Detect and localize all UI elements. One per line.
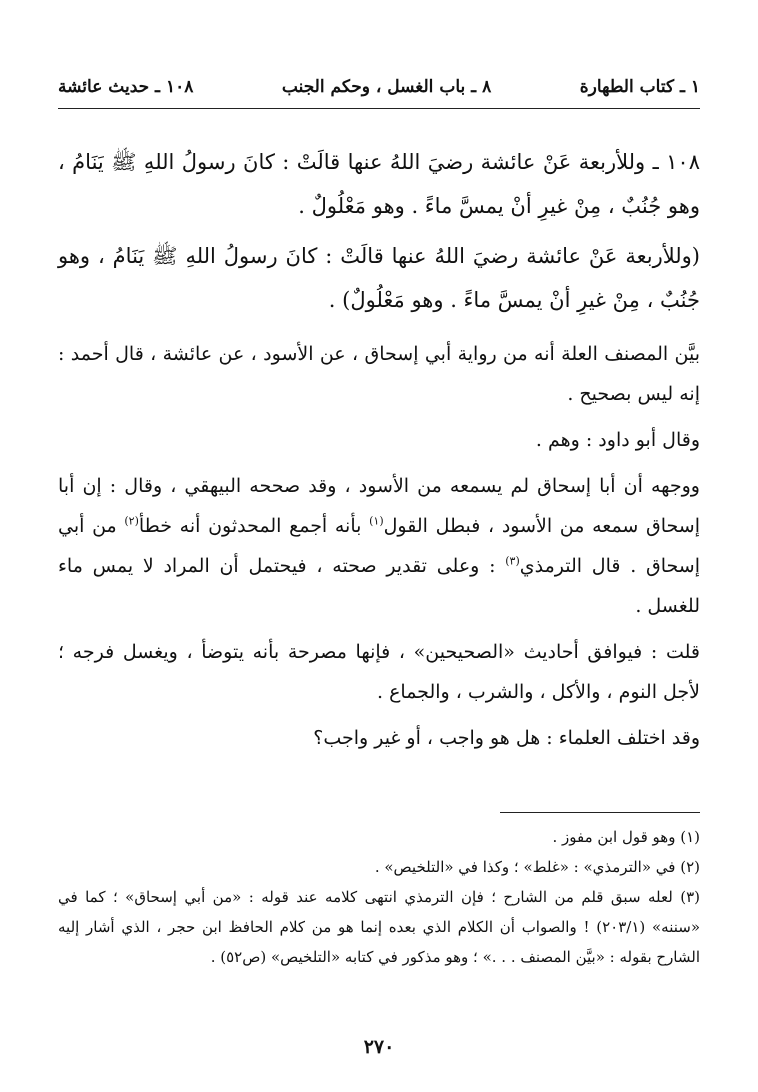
commentary-paragraph-4: قلت : فيوافق أحاديث «الصحيحين» ، فإنها مصرحة بأنه يتوضأ ، ويغسل فرجه ؛ لأجل النوم ، والأكل ، والشرب ، والجماع . <box>58 641 700 703</box>
hadith-text: ١٠٨ ـ وللأربعة عَنْ عائشة رضيَ اللهُ عنها قالَتْ : كانَ رسولُ اللهِ ﷺ يَنَامُ ، وهو جُنُبٌ ، مِنْ غيرِ أنْ يمسَّ ماءً . وهو مَعْلُولٌ . <box>58 150 700 218</box>
header-hadith-title: ١٠٨ ـ حديث عائشة <box>58 77 194 97</box>
footnote-ref-1[interactable]: (١) <box>369 514 384 528</box>
commentary-3-part-c: من أبي إسحاق . قال الترمذي <box>58 515 700 577</box>
footnote-2: (٢) في «الترمذي» : «غلط» ؛ وكذا في «التلخيص» . <box>374 858 700 876</box>
footnote-divider <box>500 812 700 813</box>
commentary-3-part-d: : وعلى تقدير صحته ، فيحتمل أن المراد لا يمس ماء للغسل . <box>58 555 700 617</box>
header-book-title: ١ ـ كتاب الطهارة <box>579 77 700 97</box>
commentary-paragraph-1: بيَّن المصنف العلة أنه من رواية أبي إسحاق ، عن الأسود ، عن عائشة ، قال أحمد : إنه ليس بصحيح . <box>58 343 700 405</box>
footnote-1: (١) وهو قول ابن مفوز . <box>552 828 700 846</box>
commentary-paragraph-5: وقد اختلف العلماء : هل هو واجب ، أو غير واجب؟ <box>313 727 700 749</box>
running-header <box>58 70 700 109</box>
header-chapter-title: ٨ ـ باب الغسل ، وحكم الجنب <box>281 77 492 97</box>
footnote-ref-2[interactable]: (٢) <box>124 514 139 528</box>
commentary-paragraph-3 <box>58 466 700 626</box>
commentary-3-part-b: بأنه أجمع المحدثون أنه خطأ <box>138 515 370 537</box>
hadith-repeat: (وللأربعة عَنْ عائشة رضيَ اللهُ عنها قالَتْ : كانَ رسولُ اللهِ ﷺ يَنَامُ ، وهو جُنُبٌ ، مِنْ غيرِ أنْ يمسَّ ماءً . وهو مَعْلُولٌ) . <box>58 244 700 312</box>
main-text <box>58 140 700 764</box>
commentary-3-part-a: ووجهه أن أبا إسحاق لم يسمعه من الأسود ، وقد صححه البيهقي ، وقال : إن أبا إسحاق سمعه من الأسود ، فبطل القول <box>58 475 701 537</box>
footnote-ref-3[interactable]: (٣) <box>505 554 520 568</box>
footnotes <box>58 822 700 972</box>
page-number: ٢٧٠ <box>363 1036 395 1058</box>
footnote-3: (٣) لعله سبق قلم من الشارح ؛ فإن الترمذي انتهى كلامه عند قوله : «من أبي إسحاق» ؛ كما في «سننه» (٢٠٣/١) ! والصواب أن الكلام الذي بعده إنما هو من كلام الحافظ ابن حجر ، الذي أشار إليه الشارح بقوله : «بيَّن المصنف . . .» ؛ وهو مذكور في كتابه «التلخيص» (ص٥٢) . <box>58 888 700 966</box>
commentary-paragraph-2: وقال أبو داود : وهم . <box>535 429 700 451</box>
